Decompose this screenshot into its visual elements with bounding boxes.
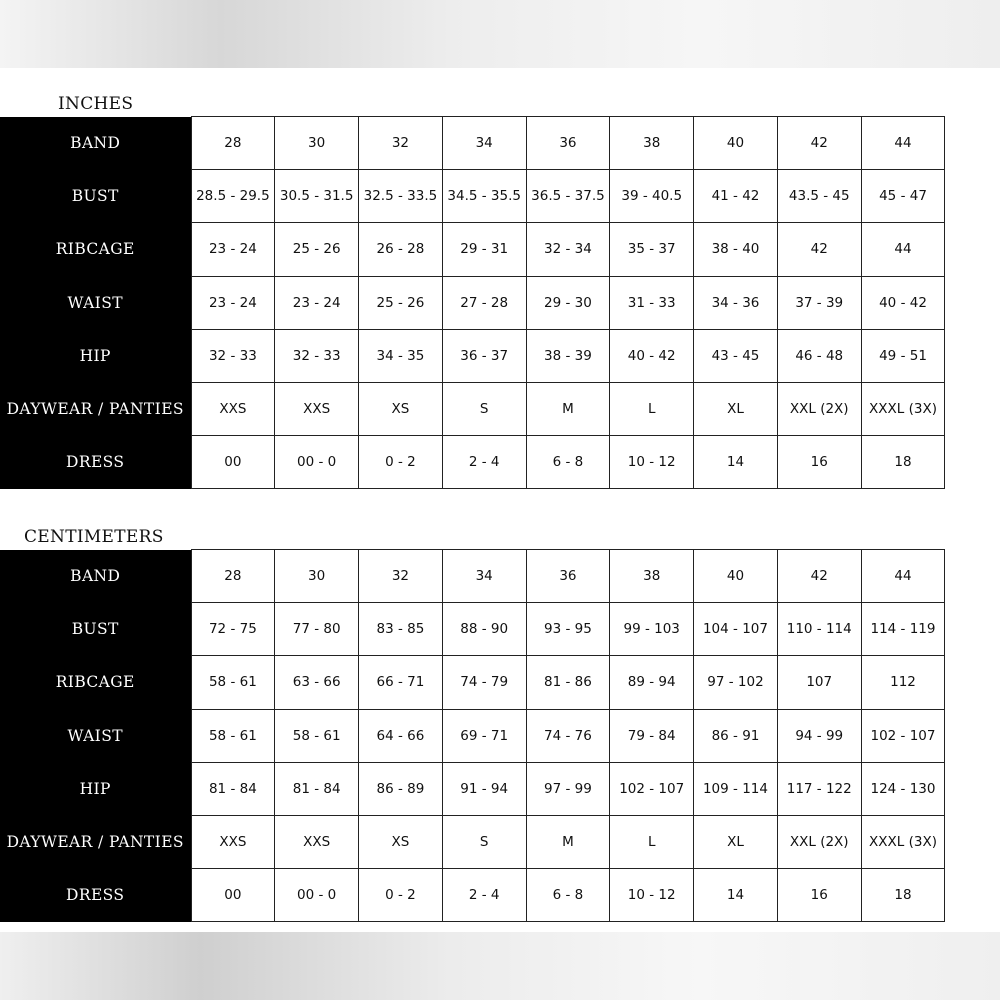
table-cell: 43 - 45 xyxy=(694,329,778,382)
row-label: BAND xyxy=(0,117,191,170)
table-cell: 00 - 0 xyxy=(275,869,359,922)
bottom-shadow-band xyxy=(0,932,1000,1000)
table-cell: 30 xyxy=(275,550,359,603)
table-cell: 124 - 130 xyxy=(861,762,945,815)
table-row xyxy=(0,436,945,489)
table-cell: 25 - 26 xyxy=(359,276,443,329)
table-cell: 114 - 119 xyxy=(861,603,945,656)
table-row xyxy=(0,170,945,223)
table-cell: 40 xyxy=(694,117,778,170)
table-cell: 39 - 40.5 xyxy=(610,170,694,223)
table-cell: 30.5 - 31.5 xyxy=(275,170,359,223)
table-cell: 88 - 90 xyxy=(442,603,526,656)
table-cell: XL xyxy=(694,382,778,435)
table-row xyxy=(0,869,945,922)
table-cell: 102 - 107 xyxy=(610,762,694,815)
table-cell: 58 - 61 xyxy=(191,656,275,709)
table-cell: 117 - 122 xyxy=(777,762,861,815)
table-cell: 28.5 - 29.5 xyxy=(191,170,275,223)
row-label: WAIST xyxy=(0,709,191,762)
table-cell: 45 - 47 xyxy=(861,170,945,223)
table-cell: S xyxy=(442,382,526,435)
table-cell: 26 - 28 xyxy=(359,223,443,276)
table-cell: 35 - 37 xyxy=(610,223,694,276)
table-cell: L xyxy=(610,382,694,435)
table-cell: XL xyxy=(694,815,778,868)
table-cell: XXS xyxy=(191,382,275,435)
table-cell: 110 - 114 xyxy=(777,603,861,656)
table-cell: 32 - 33 xyxy=(191,329,275,382)
table-cell: 44 xyxy=(861,117,945,170)
table-cell: 81 - 84 xyxy=(191,762,275,815)
table-row xyxy=(0,276,945,329)
table-cell: 79 - 84 xyxy=(610,709,694,762)
table-cell: 18 xyxy=(861,869,945,922)
table-cell: 18 xyxy=(861,436,945,489)
row-label: RIBCAGE xyxy=(0,223,191,276)
table-row xyxy=(0,117,945,170)
row-label: DRESS xyxy=(0,869,191,922)
table-cell: XXS xyxy=(275,815,359,868)
table-cell: 66 - 71 xyxy=(359,656,443,709)
table-cell: 10 - 12 xyxy=(610,869,694,922)
table-cell: 31 - 33 xyxy=(610,276,694,329)
table-cell: 102 - 107 xyxy=(861,709,945,762)
centimeters-section-title: CENTIMETERS xyxy=(24,527,164,547)
table-cell: 49 - 51 xyxy=(861,329,945,382)
table-cell: 37 - 39 xyxy=(777,276,861,329)
table-row xyxy=(0,656,945,709)
table-cell: S xyxy=(442,815,526,868)
table-cell: 34 xyxy=(442,550,526,603)
table-cell: 46 - 48 xyxy=(777,329,861,382)
table-cell: 81 - 86 xyxy=(526,656,610,709)
table-row xyxy=(0,603,945,656)
table-cell: 34 - 36 xyxy=(694,276,778,329)
table-cell: 28 xyxy=(191,550,275,603)
table-cell: 32 - 33 xyxy=(275,329,359,382)
table-cell: 44 xyxy=(861,550,945,603)
table-cell: 14 xyxy=(694,436,778,489)
table-cell: 23 - 24 xyxy=(275,276,359,329)
row-label: DAYWEAR / PANTIES xyxy=(0,815,191,868)
table-cell: 38 xyxy=(610,550,694,603)
table-cell: 23 - 24 xyxy=(191,276,275,329)
table-cell: XS xyxy=(359,815,443,868)
table-cell: 27 - 28 xyxy=(442,276,526,329)
table-cell: 40 - 42 xyxy=(861,276,945,329)
table-cell: 40 xyxy=(694,550,778,603)
row-label: BUST xyxy=(0,603,191,656)
table-row xyxy=(0,382,945,435)
table-cell: 74 - 76 xyxy=(526,709,610,762)
table-cell: 58 - 61 xyxy=(275,709,359,762)
table-cell: 00 - 0 xyxy=(275,436,359,489)
table-cell: 0 - 2 xyxy=(359,436,443,489)
table-cell: 42 xyxy=(777,223,861,276)
table-row xyxy=(0,329,945,382)
table-cell: 34 - 35 xyxy=(359,329,443,382)
table-cell: 10 - 12 xyxy=(610,436,694,489)
top-shadow-band xyxy=(0,0,1000,68)
table-cell: 43.5 - 45 xyxy=(777,170,861,223)
table-cell: 25 - 26 xyxy=(275,223,359,276)
table-cell: 109 - 114 xyxy=(694,762,778,815)
table-cell: 58 - 61 xyxy=(191,709,275,762)
table-cell: 6 - 8 xyxy=(526,869,610,922)
table-cell: 36 xyxy=(526,117,610,170)
table-row xyxy=(0,223,945,276)
table-cell: 104 - 107 xyxy=(694,603,778,656)
table-cell: 91 - 94 xyxy=(442,762,526,815)
row-label: HIP xyxy=(0,329,191,382)
row-label: BAND xyxy=(0,550,191,603)
table-cell: XXS xyxy=(275,382,359,435)
table-cell: M xyxy=(526,382,610,435)
inches-section-title: INCHES xyxy=(58,94,134,114)
centimeters-size-table xyxy=(0,549,945,922)
table-cell: 86 - 91 xyxy=(694,709,778,762)
table-cell: 00 xyxy=(191,869,275,922)
table-cell: 36 xyxy=(526,550,610,603)
row-label: BUST xyxy=(0,170,191,223)
table-cell: 93 - 95 xyxy=(526,603,610,656)
table-row xyxy=(0,550,945,603)
table-cell: 97 - 102 xyxy=(694,656,778,709)
table-cell: 44 xyxy=(861,223,945,276)
table-cell: L xyxy=(610,815,694,868)
table-cell: 38 xyxy=(610,117,694,170)
table-cell: 72 - 75 xyxy=(191,603,275,656)
row-label: WAIST xyxy=(0,276,191,329)
table-cell: 94 - 99 xyxy=(777,709,861,762)
table-cell: 14 xyxy=(694,869,778,922)
table-row xyxy=(0,709,945,762)
table-cell: 32 - 34 xyxy=(526,223,610,276)
table-cell: 2 - 4 xyxy=(442,436,526,489)
table-row xyxy=(0,815,945,868)
table-cell: 83 - 85 xyxy=(359,603,443,656)
table-cell: 63 - 66 xyxy=(275,656,359,709)
table-cell: 40 - 42 xyxy=(610,329,694,382)
table-cell: 30 xyxy=(275,117,359,170)
table-cell: 42 xyxy=(777,117,861,170)
table-cell: 34.5 - 35.5 xyxy=(442,170,526,223)
table-cell: 112 xyxy=(861,656,945,709)
table-row xyxy=(0,762,945,815)
table-cell: 89 - 94 xyxy=(610,656,694,709)
table-cell: 77 - 80 xyxy=(275,603,359,656)
table-cell: 86 - 89 xyxy=(359,762,443,815)
table-cell: 23 - 24 xyxy=(191,223,275,276)
table-cell: 16 xyxy=(777,436,861,489)
row-label: HIP xyxy=(0,762,191,815)
table-cell: 32 xyxy=(359,550,443,603)
table-cell: 97 - 99 xyxy=(526,762,610,815)
table-cell: XS xyxy=(359,382,443,435)
table-cell: 99 - 103 xyxy=(610,603,694,656)
row-label: DAYWEAR / PANTIES xyxy=(0,382,191,435)
table-cell: 69 - 71 xyxy=(442,709,526,762)
table-cell: 38 - 40 xyxy=(694,223,778,276)
table-cell: 32.5 - 33.5 xyxy=(359,170,443,223)
table-cell: XXL (2X) xyxy=(777,815,861,868)
table-cell: 29 - 30 xyxy=(526,276,610,329)
table-cell: 107 xyxy=(777,656,861,709)
table-cell: 34 xyxy=(442,117,526,170)
table-cell: M xyxy=(526,815,610,868)
table-cell: 16 xyxy=(777,869,861,922)
row-label: DRESS xyxy=(0,436,191,489)
table-cell: 6 - 8 xyxy=(526,436,610,489)
table-cell: 64 - 66 xyxy=(359,709,443,762)
table-cell: XXXL (3X) xyxy=(861,815,945,868)
row-label: RIBCAGE xyxy=(0,656,191,709)
table-cell: XXL (2X) xyxy=(777,382,861,435)
table-cell: 41 - 42 xyxy=(694,170,778,223)
table-cell: 28 xyxy=(191,117,275,170)
table-cell: 74 - 79 xyxy=(442,656,526,709)
table-cell: 42 xyxy=(777,550,861,603)
table-cell: XXS xyxy=(191,815,275,868)
inches-size-table xyxy=(0,116,945,489)
table-cell: 36 - 37 xyxy=(442,329,526,382)
table-cell: XXXL (3X) xyxy=(861,382,945,435)
table-cell: 32 xyxy=(359,117,443,170)
table-cell: 36.5 - 37.5 xyxy=(526,170,610,223)
table-cell: 00 xyxy=(191,436,275,489)
table-cell: 38 - 39 xyxy=(526,329,610,382)
table-cell: 0 - 2 xyxy=(359,869,443,922)
table-cell: 29 - 31 xyxy=(442,223,526,276)
table-cell: 2 - 4 xyxy=(442,869,526,922)
table-cell: 81 - 84 xyxy=(275,762,359,815)
